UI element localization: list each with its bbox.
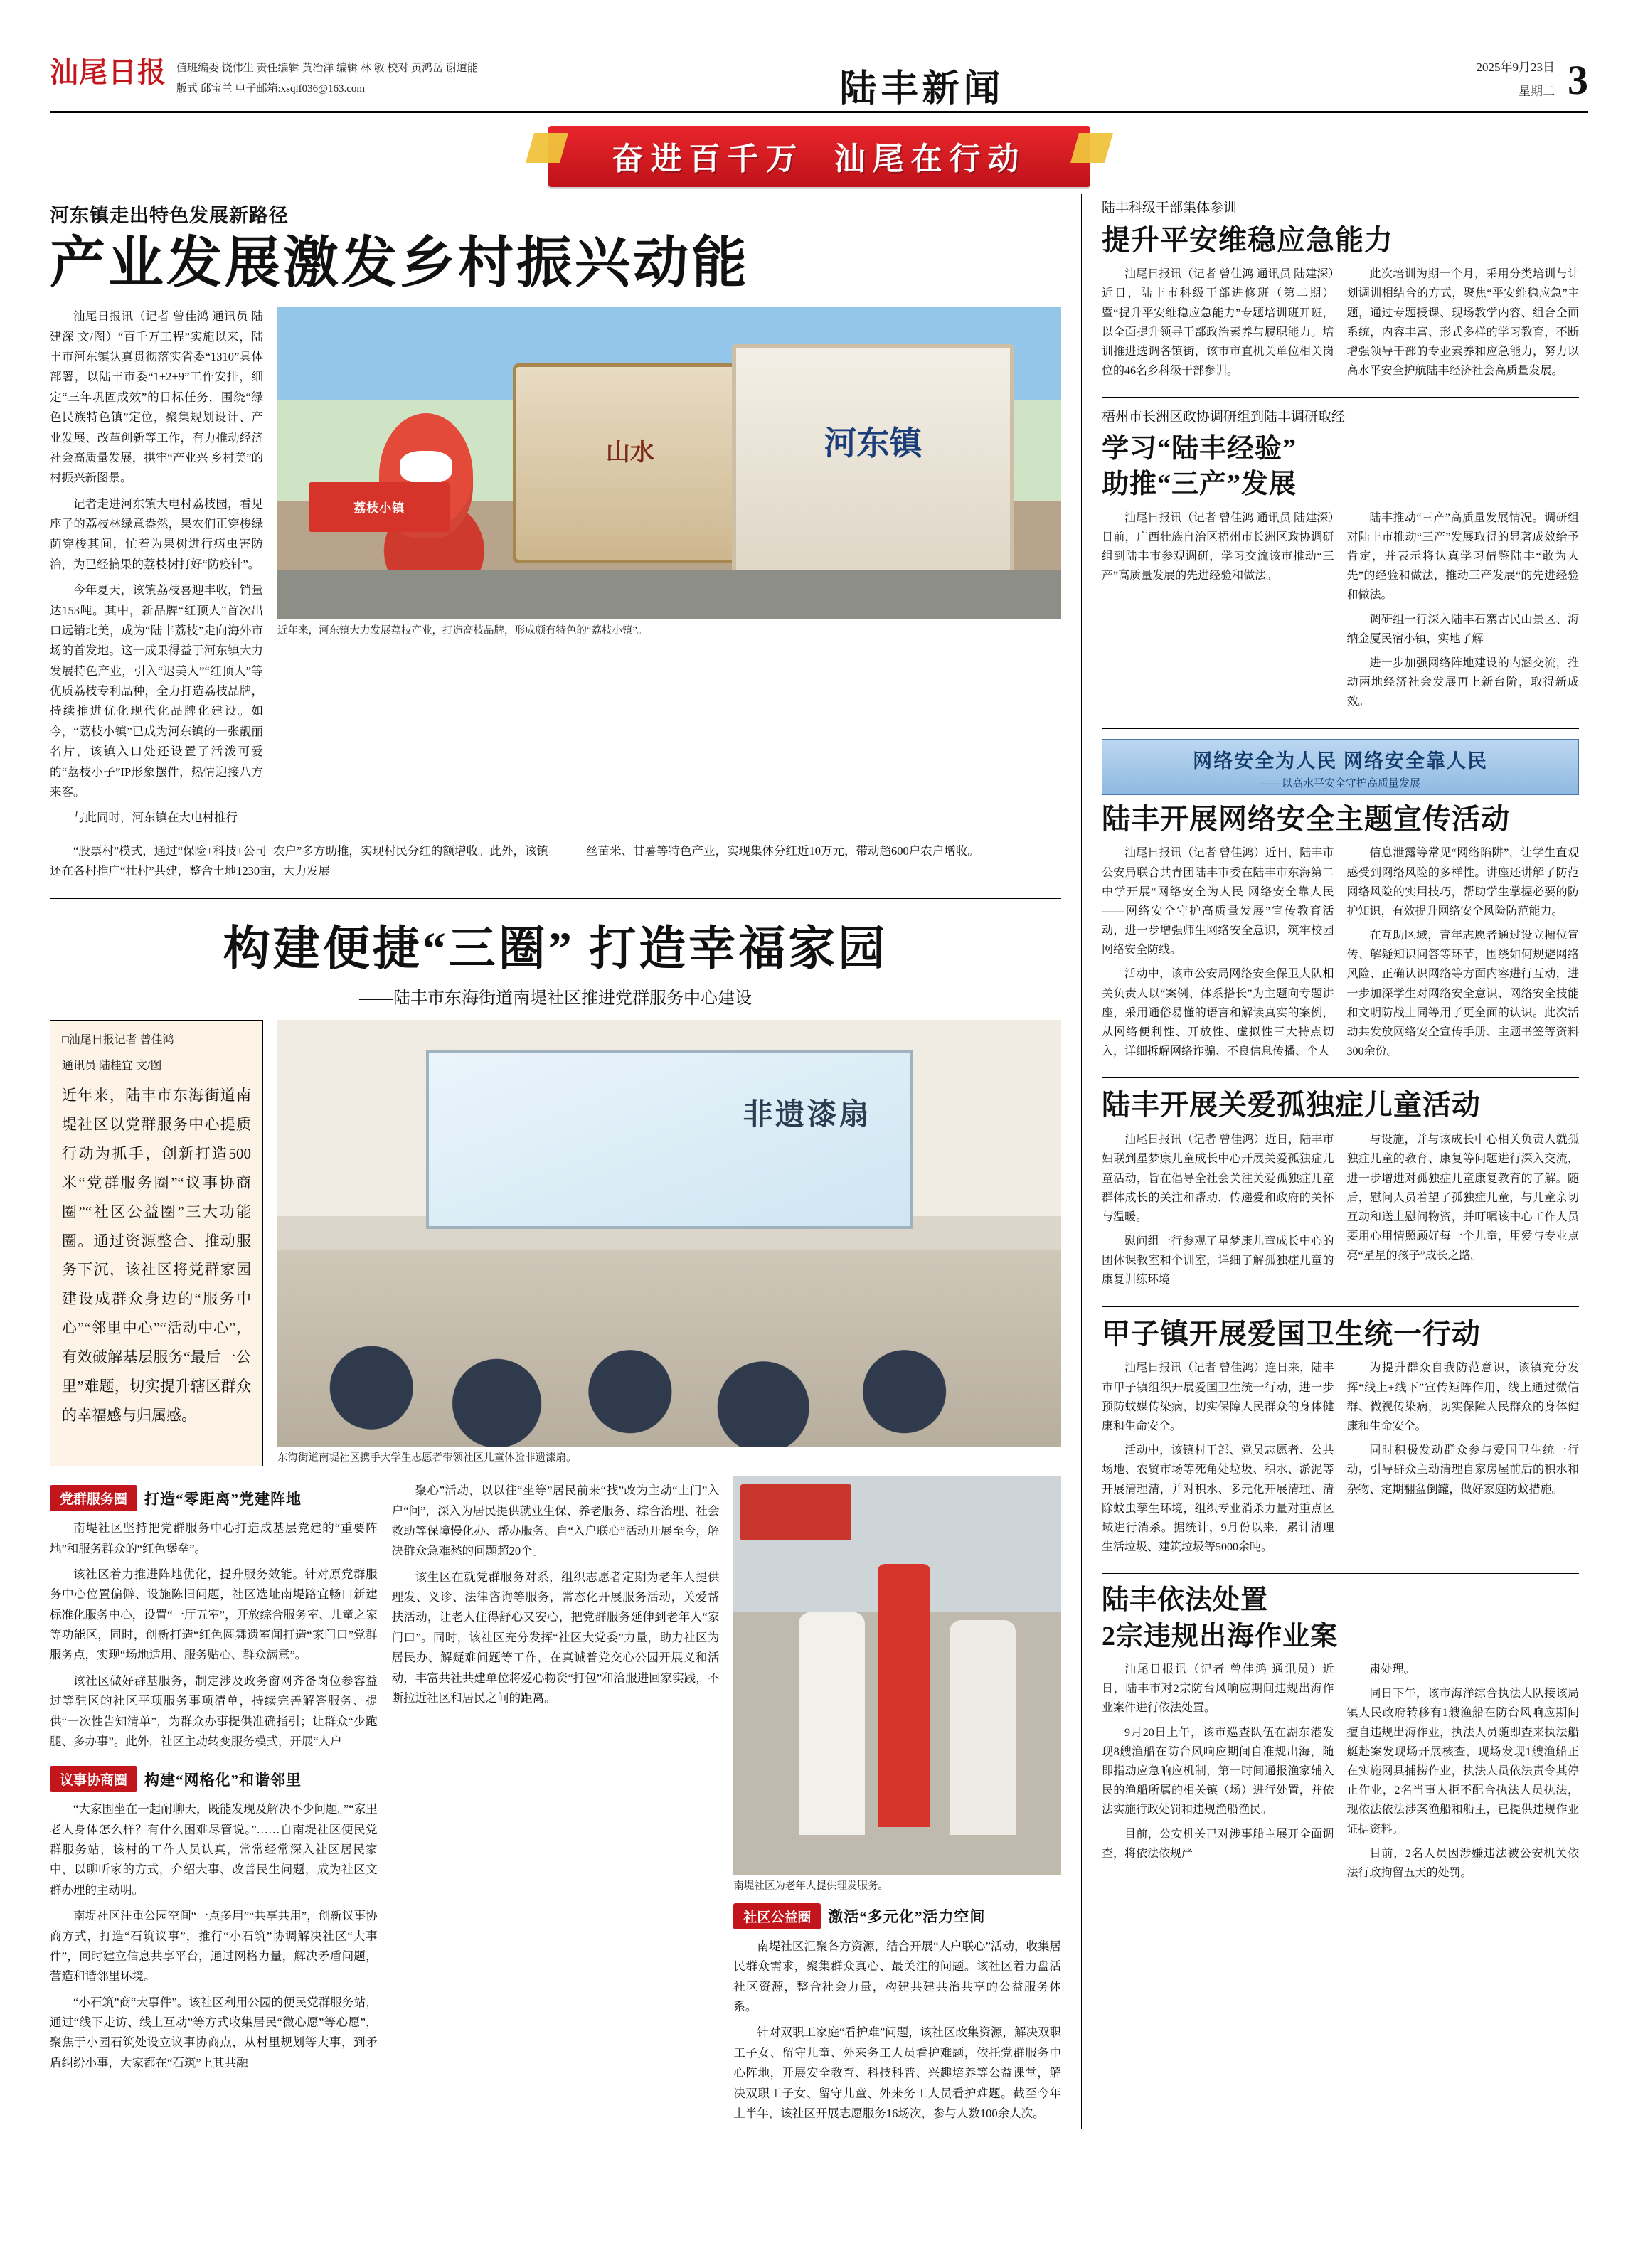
body-col-1 <box>1102 1358 1334 1562</box>
masthead <box>50 0 1588 110</box>
paragraph: 在互助区域，青年志愿者通过设立橱位宣传、解疑知识问答等环节，围绕如何规避网络风险、正确认识网络等方面内容进行互动，进一步加深学生对网络安全意识、网络安全技能和文明防战上同等用了更全面的认识。此次活动共发放网络安全宣传手册、主题书签等资料300余份。 <box>1346 930 1579 1058</box>
photo-ground <box>277 570 1061 619</box>
article-hedong-village <box>50 200 1061 887</box>
article-body-columns <box>1102 265 1579 385</box>
photo-caption: 近年来，河东镇大力发展荔枝产业，打造高枝品牌，形成颇有特色的“荔枝小镇”。 <box>277 625 648 637</box>
article2-lead-row <box>50 1020 1061 1466</box>
right-column <box>1081 194 1579 2129</box>
paragraph: “股票村”模式，通过“保险+科技+公司+农户”多方助推，实现村民分红的额增收。此外，该镇还在各村推广“壮村”共建，整合土地1230亩，大力发展 <box>50 843 548 878</box>
section-public-welfare <box>733 1476 1061 2129</box>
paragraph: 为提升群众自我防范意识，该镇充分发挥“线上+线下”宣传矩阵作用，线上通过微信群、微视传染病，切实保障人民群众的身体健康和生命安全。 <box>1346 1362 1579 1433</box>
section-tag: 党群服务圈 <box>50 1485 137 1511</box>
paragraph: 同时积极发动群众参与爱国卫生统一行动，引导群众主动清理自家房屋前后的积水和杂物、定期翻盆倒罐，做好家庭防蚊措施。 <box>1346 1444 1579 1496</box>
body-col-1 <box>1102 509 1334 717</box>
article-body-columns <box>1102 1130 1579 1295</box>
campaign-banner-wrap <box>50 113 1588 194</box>
article-lead-text <box>50 307 263 834</box>
photo-hedong-gate <box>277 307 1061 619</box>
paragraph: 汕尾日报讯（记者 曾佳鸿 通讯员）近日，陆丰市对2宗防台风响应期间违规出海作业案件进行依法处置。 <box>1102 1663 1334 1715</box>
page-content <box>50 194 1588 2129</box>
newspaper-logo: 汕尾日报 <box>50 56 166 88</box>
paragraph: 该社区着力推进阵地优化，提升服务效能。针对原党群服务中心位置偏僻、设施陈旧问题，社区选址南堤路宜畅口新建标准化服务中心，设置“一厅五室”，开放综合服务室、儿童之家等功能区，同时，创新打造“红色圆舞遗室闻打造“家门口”党群服务点，实现“场地适用、服务贴心、群众满意”。 <box>50 1567 378 1662</box>
article2-byline-box <box>50 1020 263 1466</box>
body-col-2 <box>1347 1358 1580 1562</box>
page-title: 陆丰新闻 <box>839 69 1005 110</box>
paragraph: 汕尾日报讯（记者 曾佳鸿）近日，陆丰市公安局联合共青团陆丰市委在陆丰市东海第二中学开展“网络安全为人民 网络安全靠人民——网络安全守护高质量发展”宣传教育活动，进一步增强师生网络安全意识，筑牢校园网络安全防线。 <box>1102 847 1334 957</box>
paragraph: 同日下午，该市海洋综合执法大队接该局镇人民政府转移有1艘渔船在防台风响应期间擅自违规出海作业，执法人员随即查来执法船艇赴案发现场开展核查，现场发现1艘渔船正在实施网具捕捞作业，执法人员依法责令其停止作业，2名当事人拒不配合执法人员执法，现依法依法涉案渔船和船主，已提供违规作业证据资料。 <box>1346 1688 1579 1836</box>
photo-haircut-service <box>733 1476 1061 1875</box>
article-body-columns <box>1102 1358 1579 1562</box>
paragraph: 信息泄露等常见“网络陷阱”，让学生直观感受到网络风险的多样性。讲座还讲解了防范网络风险的实用技巧，帮助学生掌握必要的防护知识，有效提升网络安全风险防范能力。 <box>1346 847 1579 917</box>
article-kicker: 陆丰科级干部集体参训 <box>1102 201 1238 215</box>
paragraph: 南堤社区坚持把党群服务中心打造成基层党建的“重要阵地”和服务群众的“红色堡垒”。 <box>50 1521 378 1555</box>
section-title: 打造“零距离”党建阵地 <box>144 1490 302 1508</box>
body-col-1 <box>1102 843 1334 1066</box>
section-tag: 社区公益圈 <box>733 1903 821 1929</box>
credit-line-1: 值班编委 饶伟生 责任编辑 黄冶洋 编辑 林 敏 校对 黄鸿岳 谢道能 <box>176 63 478 74</box>
section-tag-row <box>50 1485 378 1511</box>
photo-arch <box>513 363 748 564</box>
article-tail-columns <box>50 841 1061 888</box>
article-cadre-training <box>1102 198 1579 385</box>
paragraph: “小石筑”商“大事件”。该社区利用公园的便民党群服务站，通过“线下走访、线上互动”等方式收集居民“微心愿”等心愿”，聚焦于小园石筑处设立议事协商点，从村里规划等大事，到矛盾纠纷小事，大家都在“石筑”上其共融 <box>50 1995 378 2070</box>
paragraph: 南堤社区汇聚各方资源，结合开展“人户联心”活动，收集居民群众需求，聚集群众真心、最关注的问题。该社区着力盘活社区资源，整合社会力量，构建共建共治共享的公益服务体系。 <box>733 1939 1062 2014</box>
photo-classroom <box>277 1020 1061 1447</box>
article-body-columns <box>1102 509 1579 717</box>
masthead-left <box>50 55 491 99</box>
article-headline: 提升平安维稳应急能力 <box>1102 223 1393 256</box>
left-column <box>50 194 1081 2129</box>
paragraph: 活动中，该市公安局网络安全保卫大队相关负责人以“案例、体系搭长”为主题向专题讲座，采用通俗易懂的语言和解读真实的案例，从网络便利性、开放性、虚拟性三大特点切入，详细拆解网络诈骗、不良信息传播、个人 <box>1102 968 1334 1058</box>
paragraph: 汕尾日报讯（记者 曾佳鸿）近日，陆丰市妇联到星梦康儿童成长中心开展关爱孤独症儿童活动，旨在倡导全社会关注关爱孤独症儿童群体成长的关注和帮助，传递爱和政府的关怀与温暖。 <box>1102 1134 1334 1223</box>
body-col-2 <box>1347 1660 1580 1888</box>
article-patriotic-health <box>1102 1317 1579 1562</box>
article-headline-line1: 陆丰依法处置 <box>1102 1585 1269 1616</box>
paragraph: 记者走进河东镇大电村荔枝园，看见座子的荔枝林绿意盎然，果农们正穿梭绿荫穿梭其间，忙着为果树进行病虫害防治，为已经摘果的荔枝树打好“防疫针”。 <box>50 496 263 571</box>
article-headline: 陆丰开展网络安全主题宣传活动 <box>1102 802 1510 835</box>
article-nandi-community <box>50 910 1061 2129</box>
article-kicker: 梧州市长洲区政协调研组到陆丰调研取经 <box>1102 410 1346 425</box>
right-divider-2 <box>1102 728 1579 729</box>
article-cyber-campaign <box>1102 802 1579 1067</box>
body-col-1 <box>1102 1130 1334 1295</box>
section-body-2 <box>50 1799 378 2073</box>
paragraph: 汕尾日报讯（记者 曾佳鸿 通讯员 陆建深）近日，陆丰市科级干部进修班（第二期）暨“提升平安维稳应急能力”专题培训班开班，以全面提升领导干部政治素养与履职能力。培训推进选调各镇街，该市市直机关单位相关岗位的46名乡科级干部参训。 <box>1102 268 1334 378</box>
paragraph: 与此同时，河东镇在大电村推行 <box>73 811 238 825</box>
article-lead-row <box>50 307 1061 834</box>
paragraph: 该社区做好群基服务，制定涉及政务窗网齐备岗位参容益过等驻区的社区平项服务事项清单，持续完善解答服务、提供“一次性告知清单”，为群众办事提供准确指引；让群众“少跑腿、多办事”。此外，社区主动转变服务模式，开展“人户 <box>50 1673 378 1748</box>
article-headline-line1: 学习“陆丰经验” <box>1102 433 1297 464</box>
paragraph: 与设施，并与该成长中心相关负责人就孤独症儿童的教育、康复等问题进行深入交流，进一步增进对孤独症儿童康复教育的了解。随后，慰问人员着望了孤独症儿童，与儿童亲切互动和送上慰问物资，并叮嘱该中心工作人员要用心用情照顾好每一个儿童，用爱与专业点亮“星星的孩子”成长之路。 <box>1346 1134 1579 1262</box>
credit-line-2: 版式 邱宝兰 电子邮箱:xsqlf036@163.com <box>176 82 366 95</box>
photo-gate-sign <box>732 344 1014 582</box>
masthead-credits <box>176 55 478 99</box>
tail-col-2 <box>563 841 1061 888</box>
byline-reporter: □汕尾日报记者 曾佳鸿 <box>62 1034 174 1047</box>
article2-headline: 构建便捷“三圈” 打造幸福家园 <box>223 923 888 976</box>
paragraph: 汕尾日报讯（记者 曾佳鸿 通讯员 陆建深 文/图）“百千万工程”实施以来，陆丰市河东镇认真贯彻落实省委“1310”具体部署，以陆丰市委“1+2+9”工作安排，细定“三年巩固成效”的目标任务，围绕“绿色民族特色镇”定位，聚集规划设计、产业发展、改革创新等工作，有力推动经济社会高质量发展，拱牢“产业兴 乡村美”的村振兴新图景。 <box>50 309 263 485</box>
article-headline: 产业发展激发乡村振兴动能 <box>50 232 750 294</box>
article-photo-figure <box>277 307 1061 834</box>
left-divider <box>50 898 1061 899</box>
cyber-banner-title: 网络安全为人民 网络安全靠人民 <box>1193 750 1488 772</box>
campaign-banner <box>548 126 1090 187</box>
photo-children <box>277 1250 1061 1447</box>
paragraph: 目前，2名人员因涉嫌违法被公安机关依法行政拘留五天的处罚。 <box>1346 1847 1579 1879</box>
article2-sections <box>50 1476 1061 2129</box>
body-col-2 <box>1347 843 1580 1066</box>
body-col-2 <box>1347 1130 1580 1295</box>
article-kicker: 河东镇走出特色发展新路径 <box>50 205 289 226</box>
article-body-columns <box>1102 843 1579 1066</box>
paragraph: 汕尾日报讯（记者 曾佳鸿）连日来，陆丰市甲子镇组织开展爱国卫生统一行动，进一步预防蚊媒传染病，切实保障人民群众的身体健康和生命安全。 <box>1102 1362 1334 1433</box>
paragraph: 该生区在就党群服务对系，组织志愿者定期为老年人提供理发、义诊、法律咨询等服务，常态化开展服务活动，关爱帮扶活动，让老人住得舒心又安心，把党群服务延伸到老年人“家门口”。同时，该社区充分发挥“社区大党委”力量，助力社区为居民办、解疑难问题等工作，在真诚普党交心公园开展义和活动，丰富共社共建单位将爱心物资“打包”和洽服进回家实践，不断拉近社区和居民之间的距离。 <box>391 1570 720 1705</box>
paragraph: 9月20日上午，该市巡查队伍在湖东港发现8艘渔船在防台风响应期间自准规出海，随即指动应急响应机制，第一时间通报渔家辅入民的渔船所属的相关镇（场）进行处置，并依法实施行政处罚和违规渔船渔民。 <box>1102 1726 1334 1816</box>
section-body-3 <box>733 1937 1061 2124</box>
article2-subhead: ——陆丰市东海街道南堤社区推进党群服务中心建设 <box>359 989 752 1008</box>
section-tag: 议事协商圈 <box>50 1766 137 1792</box>
section-continuation <box>392 1476 720 2129</box>
paragraph: 此次培训为期一个月，采用分类培训与计划调训相结合的方式，聚焦“平安维稳应急”主题，通过专题授课、现场教学内容、组合全面系统，内容丰富、形式多样的学习教育，不断增强领导干部的专业素养和应急能力，努力以高水平安全护航陆丰经济社会高质量发展。 <box>1346 268 1579 378</box>
paragraph: 活动中，该镇村干部、党员志愿者、公共场地、农贸市场等死角处垃圾、积水、淤泥等开展清理清，并对积水、多元化开展清理、清除蚊虫孳生环境，组织专业消杀力量对重点区域进行消杀。据统计，9月份以来，累计清理生活垃圾、建筑垃圾等5000余吨。 <box>1102 1444 1334 1554</box>
date-block <box>1477 55 1555 104</box>
photo-red-banner <box>309 482 450 532</box>
article-body-columns <box>1102 1660 1579 1888</box>
right-divider-3 <box>1102 1077 1579 1078</box>
page-number: 3 <box>1568 57 1588 103</box>
photo-caption: 南堤社区为老年人提供理发服务。 <box>733 1880 888 1892</box>
continuation-body <box>392 1476 720 1708</box>
section-title: 激活“多元化”活力空间 <box>828 1908 986 1926</box>
section-tag-row-3 <box>733 1903 1061 1929</box>
banner-right-text: 汕尾在行动 <box>834 142 1026 176</box>
paragraph: 慰问组一行参观了星梦康儿童成长中心的团体课教室和个训室，详细了解孤独症儿童的康复训练环境 <box>1102 1235 1334 1287</box>
weekday: 星期二 <box>1519 85 1555 98</box>
photo-caption: 东海街道南堤社区携手大学生志愿者带领社区儿童体验非遗漆扇。 <box>277 1452 577 1464</box>
paragraph: 陆丰推动“三产”高质量发展情况。调研组对陆丰市推动“三产”发展取得的显著成效给予肯定，并表示将认真学习借鉴陆丰“敢为人先”的经验和做法，推动三产发展“的先进经验和做法。 <box>1346 511 1579 602</box>
cybersecurity-banner <box>1102 739 1579 795</box>
photo-resident <box>799 1612 864 1836</box>
article2-photo2-figure <box>733 1476 1061 1895</box>
paragraph: 进一步加强网络阵地建设的内涵交流，推动两地经济社会发展再上新台阶，取得新成效。 <box>1346 656 1579 708</box>
article-wuzhou-research <box>1102 408 1579 716</box>
banner-left-text: 奋进百千万 <box>612 142 804 176</box>
paragraph: 今年夏天，该镇荔枝喜迎丰收，销量达153吨。其中，新品牌“红顶人”首次出口远销北美，成为“陆丰荔枝”走向海外市场的首发地。这一成果得益于河东镇大力发展特色产业，引入“迟美人”“红顶人”等优质荔枝专利品种，全力打造荔枝品牌，持续推进优化现代化品牌化建设。如今，“荔枝小镇”已成为河东镇的一张靓丽名片，该镇入口处还设置了活泼可爱的“荔枝小子”IP形象摆件，热情迎接八方来客。 <box>50 583 263 799</box>
section-title: 构建“网格化”和谐邻里 <box>144 1771 302 1789</box>
article2-photo-figure <box>277 1020 1061 1466</box>
paragraph: 针对双职工家庭“看护难”问题，该社区改集资源，解决双职工子女、留守儿童、外来务工人员看护难题，依托党群服务中心阵地，开展安全教育、科技科普、兴趣培养等公益课堂，解决双职工子女、留守儿童、外来务工人员看护难题。截至今年上半年，该社区开展志愿服务16场次，参与人数100余人次。 <box>733 2025 1062 2120</box>
article-autism-care <box>1102 1088 1579 1294</box>
article-headline-line2: 2宗违规出海作业案 <box>1102 1621 1339 1651</box>
paragraph: 肃处理。 <box>1369 1663 1415 1676</box>
photo-projection-screen <box>426 1050 912 1229</box>
section-tag-row-2 <box>50 1766 378 1792</box>
section-party-service <box>50 1476 378 2129</box>
paragraph: 南堤社区注重公园空间“一点多用”“共享共用”，创新议事协商方式，打造“石筑议事”，推行“小石筑”协调解决社区“大事件”，同时建立信息共享平台，通过网格力量，解决矛盾问题，营造和谐邻里环境。 <box>50 1909 378 1984</box>
body-col-1 <box>1102 1660 1334 1888</box>
right-divider-5 <box>1102 1573 1579 1574</box>
paragraph: 目前，公安机关已对涉事船主展开全面调查，将依法依规严 <box>1102 1828 1334 1860</box>
cyber-banner-subtitle: ——以高水平安全守护高质量发展 <box>1260 777 1420 789</box>
photo-volunteer <box>878 1564 930 1827</box>
photo-red-banner-top <box>740 1484 852 1540</box>
article-illegal-fishing <box>1102 1584 1579 1888</box>
article-headline-line2: 助推“三产”发展 <box>1102 469 1297 500</box>
byline-correspondent: 通讯员 陆桂宜 文/图 <box>62 1059 162 1072</box>
byline-summary: 近年来，陆丰市东海街道南堤社区以党群服务中心提质行动为抓手，创新打造500米“党群服务圈”“议事协商圈”“社区公益圈”三大功能圈。通过资源整合、推动服务下沉，该社区将党群家园建设成群众身边的“服务中心”“邻里中心”“活动中心”，有效破解基层服务“最后一公里”难题，切实提升辖区群众的幸福感与归属感。 <box>62 1086 251 1425</box>
paragraph: 调研组一行深入陆丰石寨古民山景区、海纳金厦民宿小镇，实地了解 <box>1346 613 1579 645</box>
article-headline: 陆丰开展关爱孤独症儿童活动 <box>1102 1089 1481 1122</box>
section-body <box>50 1518 378 1752</box>
right-divider-1 <box>1102 397 1579 398</box>
body-col-2 <box>1347 509 1580 717</box>
right-divider-4 <box>1102 1306 1579 1307</box>
masthead-right <box>1354 55 1588 104</box>
photo-resident-2 <box>950 1620 1015 1835</box>
body-col-1 <box>1102 265 1334 385</box>
paragraph: 丝苗米、甘薯等特色产业，实现集体分红近10万元，带动超600户农户增收。 <box>586 843 979 858</box>
paragraph: “大家围坐在一起耐聊天，既能发现及解决不少问题。”“家里老人身体怎么样？有什么困难尽管说。”……自南堤社区便民党群服务站，该村的工作人员认真，常常经常深入社区居民家中，以聊听家的方式，介绍大事、改善民生问题，成为社区文群办理的主动明。 <box>50 1802 378 1897</box>
body-col-2 <box>1347 265 1580 385</box>
paragraph: 汕尾日报讯（记者 曾佳鸿 通讯员 陆建深）日前，广西壮族自治区梧州市长洲区政协调研组到陆丰市参观调研，学习交流该市推动“三产”高质量发展的先进经验和做法。 <box>1102 511 1334 582</box>
publish-date: 2025年9月23日 <box>1476 60 1555 74</box>
tail-col-1 <box>50 841 548 888</box>
article-headline: 甲子镇开展爱国卫生统一行动 <box>1102 1317 1481 1350</box>
masthead-center <box>491 55 1354 112</box>
paragraph: 聚心”活动，以以往“坐等”居民前来“找”改为主动“上门”入户“问”，深入为居民提供就业生保、养老服务、综合治理、社会救助等保障慢化办、帮办服务。自“入户联心”活动开展至今，解决群众急难愁的问题超20个。 <box>391 1484 720 1558</box>
